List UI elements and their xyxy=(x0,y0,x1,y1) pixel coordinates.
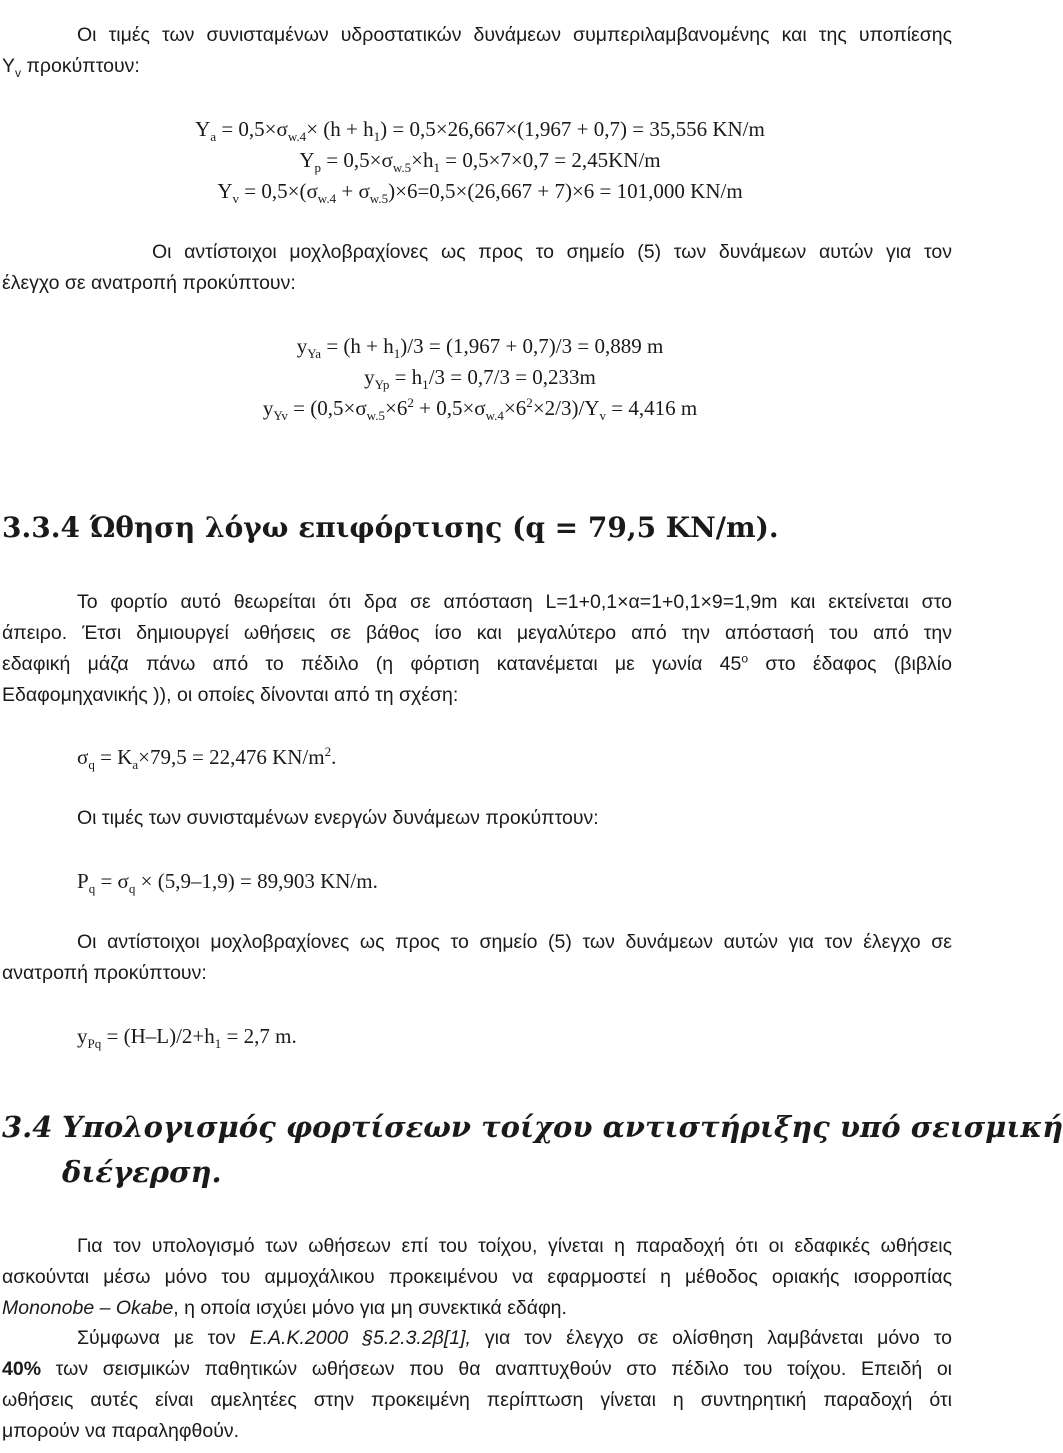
superscript: 2 xyxy=(407,395,414,410)
eq-text: σ xyxy=(77,745,89,769)
text: εδαφική μάζα πάνω από το πέδιλο (η φόρτιση κατανέμεται με γωνία 45 xyxy=(2,653,742,675)
eq-text: Y xyxy=(299,148,315,172)
superscript: 2 xyxy=(526,395,533,410)
text-line: ανατροπή προκύπτουν: xyxy=(2,962,207,984)
eq-text: = (0,5×σ xyxy=(287,396,367,420)
eq-text: ×h xyxy=(411,148,434,172)
eq-text: = σ xyxy=(95,869,129,893)
text: , η οποία ισχύει μόνο για μη συνεκτικά εδάφη. xyxy=(173,1297,567,1319)
subscript: 1 xyxy=(214,1036,222,1052)
code-reference: Ε.Α.Κ.2000 §5.2.3.2β[1], xyxy=(249,1327,471,1349)
eq-text: /3 = 0,7/3 = 0,233m xyxy=(428,365,596,389)
paragraph-lever-arms-pq xyxy=(2,933,952,995)
eq-text: )/3 = (1,967 + 0,7)/3 = 0,889 m xyxy=(400,334,664,358)
eq-text: + σ xyxy=(336,179,370,203)
equation-sigma-q xyxy=(77,744,337,773)
subscript: v xyxy=(15,65,22,80)
heading-text: Υπολογισμός φορτίσεων τοίχου αντιστήριξης υπό σεισμική xyxy=(62,1110,1063,1144)
text-line: Οι τιμές των συνισταμένων υδροστατικών δυνάμεων συμπεριλαμβανομένης και της υποπίεσης xyxy=(77,24,952,46)
eq-text: × (5,9–1,9) = 89,903 KN/m. xyxy=(135,869,378,893)
equation-y-ya xyxy=(0,334,960,362)
subscript: w.4 xyxy=(287,129,307,145)
eq-text: = 0,5×σ xyxy=(321,148,393,172)
text-line: άπειρο. Έτσι δημιουργεί ωθήσεις σε βάθος ίσο και μεγαλύτερο από την απόστασή του από την xyxy=(2,622,952,644)
eq-text: = (H–L)/2+h xyxy=(101,1024,215,1048)
eq-text: Y xyxy=(195,117,211,141)
eq-text: y xyxy=(296,334,308,358)
heading-number: 3.4 xyxy=(2,1110,53,1144)
eq-text: = 0,5×σ xyxy=(216,117,288,141)
section-heading-3-3-4: 3.3.4 Ώθηση λόγω επιφόρτισης (q = 79,5 KN/m). xyxy=(2,511,779,544)
equation-y-pq xyxy=(77,1024,297,1052)
eq-text: = 0,5×(σ xyxy=(239,179,318,203)
subscript: 1 xyxy=(433,160,440,176)
percentage: 40% xyxy=(2,1358,42,1380)
subscript: a xyxy=(210,129,217,145)
subscript: w.5 xyxy=(369,191,389,207)
text-line: Οι αντίστοιχοι μοχλοβραχίονες ως προς το σημείο (5) των δυνάμεων αυτών για τον έλεγχο σε xyxy=(77,931,952,953)
subscript: Ya xyxy=(307,346,322,362)
equation-y-yv xyxy=(0,395,960,424)
subscript: q xyxy=(128,881,136,897)
subscript: Yv xyxy=(273,408,288,424)
subscript: q xyxy=(88,881,96,897)
equation-yp xyxy=(0,148,960,176)
eq-text: ×6 xyxy=(503,396,527,420)
paragraph-surcharge xyxy=(2,593,952,717)
equation-y-yp xyxy=(0,365,960,393)
paragraph-seismic-intro xyxy=(2,1237,952,1330)
subscript: a xyxy=(132,757,139,773)
text-line: Για τον υπολογισμό των ωθήσεων επί του τοίχου, γίνεται η παραδοχή ότι οι εδαφικές ωθήσεις xyxy=(77,1235,952,1257)
text-line xyxy=(2,1360,952,1391)
paragraph-lever-arms-intro xyxy=(2,243,952,305)
subscript: 1 xyxy=(422,377,429,393)
subscript: v xyxy=(599,408,606,424)
eq-text: )×6=0,5×(26,667 + 7)×6 = 101,000 KN/m xyxy=(388,179,743,203)
text-line: Το φορτίο αυτό θεωρείται ότι δρα σε απόσταση L=1+0,1×α=1+0,1×9=1,9m και εκτείνεται στο xyxy=(77,591,952,613)
text: στο έδαφος (βιβλίο xyxy=(748,653,952,675)
eq-text: × (h + h xyxy=(306,117,374,141)
subscript: w.4 xyxy=(485,408,504,424)
paragraph-active-forces: Οι τιμές των συνισταμένων ενεργών δυνάμεων προκύπτουν: xyxy=(77,807,599,829)
eq-text: + 0,5×σ xyxy=(413,396,486,420)
eq-text: = h xyxy=(389,365,423,389)
equation-yv xyxy=(0,179,960,207)
symbol: Y xyxy=(2,55,16,77)
eq-text: = 4,416 m xyxy=(606,396,698,420)
heading-line xyxy=(2,1105,1063,1150)
subscript: 1 xyxy=(373,129,381,145)
subscript: Pq xyxy=(87,1036,102,1052)
eq-text: ) = 0,5×26,667×(1,967 + 0,7) = 35,556 KN/m xyxy=(380,117,765,141)
text-line: έλεγχο σε ανατροπή προκύπτουν: xyxy=(2,272,296,294)
subscript: v xyxy=(232,191,240,207)
eq-text: Y xyxy=(217,179,233,203)
text: των σεισμικών παθητικών ωθήσεων που θα αναπτυχθούν στο πέδιλο του τοίχου. Επειδή οι xyxy=(41,1358,952,1380)
eq-text: = K xyxy=(94,745,133,769)
text-line: Οι αντίστοιχοι μοχλοβραχίονες ως προς το σημείο (5) των δυνάμεων αυτών για τον xyxy=(152,241,952,263)
eq-text: = (h + h xyxy=(321,334,394,358)
superscript: 2 xyxy=(324,744,332,759)
paragraph-hydrostatic-intro xyxy=(2,26,952,88)
equation-ya xyxy=(0,117,960,145)
equation-pq xyxy=(77,869,378,897)
text-line xyxy=(2,1299,952,1330)
eq-text: y xyxy=(262,396,274,420)
eq-text: P xyxy=(77,869,89,893)
text-line: ασκούνται μέσω μόνο του αμμοχάλικου προκειμένου να εφαρμοστεί η μέθοδος οριακής ισορροπίας xyxy=(2,1266,952,1288)
subscript: p xyxy=(314,160,322,176)
subscript: Yp xyxy=(374,377,390,393)
method-name: Mononobe – Okabe xyxy=(2,1297,174,1319)
subscript: w.5 xyxy=(392,160,412,176)
text-line: μπορούν να παραληφθούν. xyxy=(2,1420,240,1442)
eq-text: ×79,5 = 22,476 KN/m xyxy=(138,745,325,769)
eq-text: y xyxy=(77,1024,88,1048)
text-line xyxy=(2,651,952,686)
subscript: w.5 xyxy=(366,408,385,424)
eq-text: = 2,7 m. xyxy=(221,1024,297,1048)
section-heading-3-4 xyxy=(2,1105,1063,1195)
text: για τον έλεγχο σε ολίσθηση λαμβάνεται μόνο το xyxy=(470,1327,952,1349)
eq-text: ×2/3)/Y xyxy=(532,396,600,420)
paragraph-eak-2000 xyxy=(2,1329,952,1453)
subscript: w.4 xyxy=(317,191,337,207)
subscript: 1 xyxy=(393,346,401,362)
text-line: ωθήσεις αυτές είναι αμελητέες στην προκειμένη περίπτωση γίνεται η συντηρητική παραδοχή ότι xyxy=(2,1389,952,1411)
heading-line: διέγερση. xyxy=(62,1155,222,1189)
text-line: Εδαφομηχανικής )), οι οποίες δίνονται από τη σχέση: xyxy=(2,684,459,706)
subscript: q xyxy=(88,757,95,773)
eq-text: y xyxy=(364,365,375,389)
superscript: ο xyxy=(741,651,749,666)
eq-text: = 0,5×7×0,7 = 2,45KN/m xyxy=(440,148,661,172)
text: προκύπτουν: xyxy=(21,55,140,77)
text-line xyxy=(2,1329,952,1360)
eq-text: ×6 xyxy=(385,396,408,420)
eq-text: . xyxy=(331,745,337,769)
text-line xyxy=(2,57,952,88)
text: Σύμφωνα με τον xyxy=(77,1327,250,1349)
